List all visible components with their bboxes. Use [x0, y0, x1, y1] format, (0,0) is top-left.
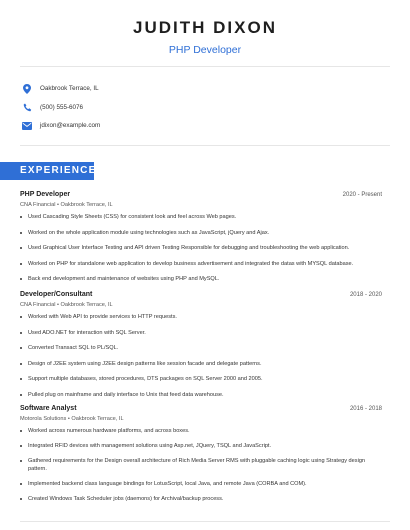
job-location: Oakbrook Terrace, IL	[60, 202, 113, 208]
job-dates: 2018 - 2020	[349, 292, 382, 298]
job-bullet: Created Windows Task Scheduler jobs (daemons) for Archival/backup process.	[20, 495, 382, 503]
phone-icon	[22, 103, 32, 113]
contact-phone	[22, 99, 100, 117]
job-bullet: Used Graphical User Interface Testing and API driven Testing Responsible for debugging and troubleshooting the web application.	[20, 244, 382, 252]
email-text: jdixon@example.com	[40, 122, 101, 129]
contact-block	[22, 80, 100, 136]
job-title: Software Analyst	[20, 405, 77, 412]
job-company: CNA Financial	[20, 302, 56, 308]
job-bullets	[20, 213, 382, 283]
contact-email	[22, 117, 100, 135]
job-bullet: Worked on the whole application module using technologies such as JavaScript, jQuery and Ajax.	[20, 229, 382, 237]
job-bullet: Gathered requirements for the Design overall architecture of Rich Media Server RMS with pluggable caching logic using Strategy design pattern.	[20, 457, 382, 473]
resume-header	[0, 0, 410, 57]
job-bullet: Integrated RFID devices with management solutions using Asp.net, JQuery, TSQL and JavaScript.	[20, 442, 382, 450]
job-company: CNA Financial	[20, 202, 56, 208]
job-company-line: CNA Financial • Oakbrook Terrace, IL	[20, 202, 113, 208]
job-bullet: Worked with Web API to provide services to HTTP requests.	[20, 313, 382, 321]
job-bullet: Used ADO.NET for interaction with SQL Server.	[20, 329, 382, 337]
job-dates: 2020 - Present	[342, 192, 382, 198]
location-pin-icon	[22, 84, 32, 94]
footer-divider	[20, 521, 390, 522]
job-dates: 2016 - 2018	[349, 406, 382, 412]
contact-address	[22, 80, 100, 98]
candidate-name: JUDITH DIXON	[133, 18, 277, 37]
job-bullet: Pulled plug on mainframe and daily interface to Unix that feed data warehouse.	[20, 391, 382, 399]
job-bullet: Worked on PHP for standalone web application to develop business advertisement and integrated the datas with MYSQL database.	[20, 260, 382, 268]
job-entry	[20, 190, 382, 283]
job-bullet: Support multiple databases, stored procedures, DTS packages on SQL Server 2000 and 2005.	[20, 375, 382, 383]
job-company: Motorola Solutions	[20, 416, 67, 422]
job-entry	[20, 404, 382, 503]
address-text: Oakbrook Terrace, IL	[40, 85, 99, 92]
job-bullet: Implemented backend class language bindings for LotusScript, local Java, and remote Java (CORBA and COM).	[20, 480, 382, 488]
job-bullet: Back end development and maintenance of websites using PHP and MySQL.	[20, 275, 382, 283]
job-bullet: Design of J2EE system using J2EE design patterns like session facade and delegate patterns.	[20, 360, 382, 368]
contact-divider	[20, 145, 390, 146]
job-location: Oakbrook Terrace, IL	[60, 302, 113, 308]
candidate-role: PHP Developer	[168, 44, 242, 56]
job-title: Developer/Consultant	[20, 291, 93, 298]
job-bullet: Worked across numerous hardware platforms, and across boxes.	[20, 427, 382, 435]
job-location: Oakbrook Terrace, IL	[71, 416, 124, 422]
section-heading-experience: EXPERIENCE	[20, 165, 97, 176]
job-company-line: Motorola Solutions • Oakbrook Terrace, IL	[20, 416, 124, 422]
job-bullets	[20, 313, 382, 399]
email-icon	[22, 121, 32, 131]
job-title: PHP Developer	[20, 191, 71, 198]
job-bullet: Converted Transact SQL to PL/SQL.	[20, 344, 382, 352]
phone-text: (500) 555-6076	[40, 103, 84, 111]
job-entry	[20, 290, 382, 399]
job-bullets	[20, 427, 382, 503]
job-company-line: CNA Financial • Oakbrook Terrace, IL	[20, 302, 113, 308]
job-bullet: Used Cascading Style Sheets (CSS) for consistent look and feel across Web pages.	[20, 213, 382, 221]
header-divider	[20, 66, 390, 67]
